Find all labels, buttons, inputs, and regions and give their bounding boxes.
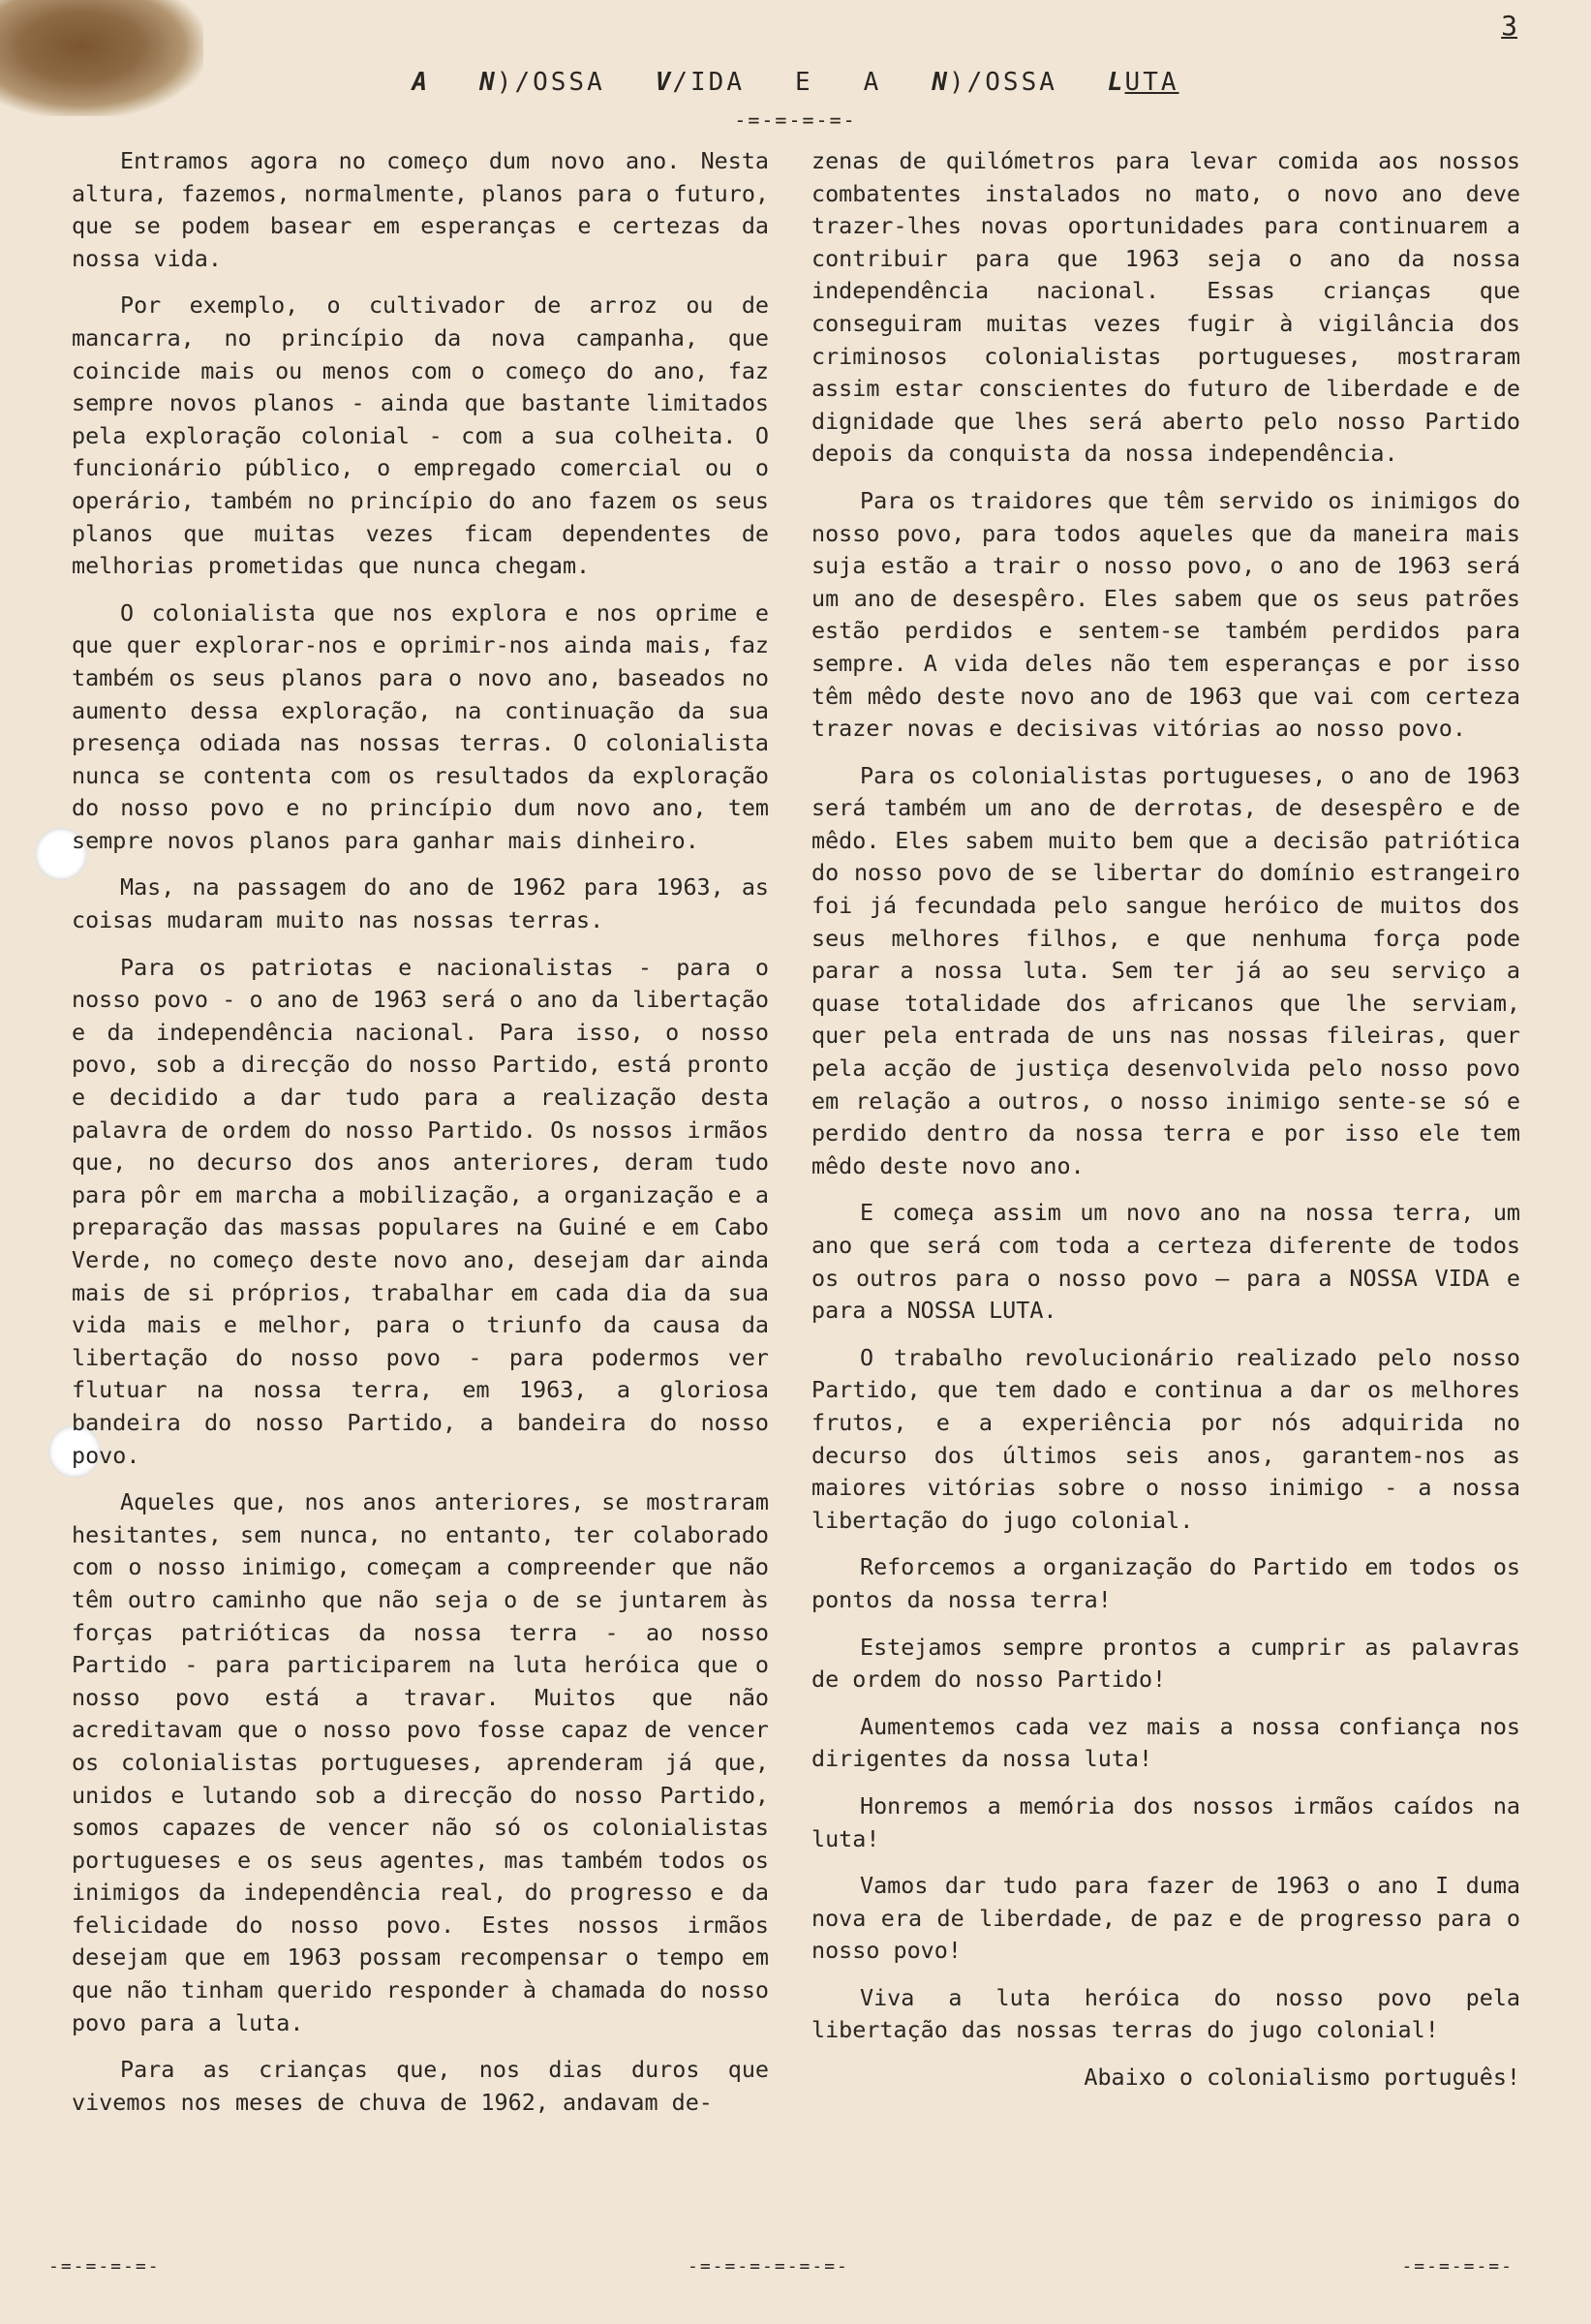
paragraph-portuguese-colonialists: Para os colonialistas portugueses, o ano de 1963 será também um ano de derrotas, de desespêro e de mêdo. Eles sabem muito bem que a decisão patriótica do nosso povo de se libertar do domínio estrangeiro foi já fecundada pelo sangue heróico de muitos dos seus melhores filhos, e que nenhuma força pode parar a nossa luta. Sem ter já ao seu serviço a quase totalidade dos africanos que lhe serviam, quer pela entrada de uns nas nossas fileiras, quer pela acção de justiça desenvolvida pelo nosso povo em relação a outros, o nosso inimigo sente-se só e perdido dentro da nossa terra e por isso ele tem mêdo deste novo ano. — [811, 761, 1520, 1179]
masthead-connector-a: A — [863, 68, 882, 97]
masthead-word-ida: /IDA — [672, 68, 745, 97]
paragraph-intro: Entramos agora no começo dum novo ano. Nesta altura, fazemos, normalmente, planos para o futuro, que se podem basear em esperanças e certezas da nossa vida. — [72, 147, 769, 272]
slogan-new-era: Vamos dar tudo para fazer de 1963 o ano I duma nova era de liberdade, de paz e de progresso para o nosso povo! — [811, 1872, 1520, 1965]
slogan-reinforce: Reforcemos a organização do Partido em todos os pontos da nossa terra! — [811, 1553, 1520, 1613]
slogan-long-live: Viva a luta heróica do nosso povo pela libertação das nossas terras do jugo colonial! — [811, 1983, 1520, 2044]
left-column — [72, 145, 769, 2133]
page-number: 3 — [1501, 10, 1517, 42]
paragraph-hesitant: Aqueles que, nos anos anteriores, se mostraram hesitantes, sem nunca, no entanto, ter colaborado com o nosso inimigo, começam a compreender que não têm outro caminho que não seja o de se juntarem às forças patrióticas da nossa terra - ao nosso Partido - para participarem na luta heróica que o nosso povo está a travar. Muitos que não acreditavam que o nosso povo fosse capaz de vencer os colonialistas portugueses, aprenderam já que, unidos e lutando sob a direcção do nosso Partido, somos capazes de vencer não só os colonialistas portugueses e os seus agentes, mas também todos os inimigos da independência real, do progresso e da felicidade do nosso povo. Estes nossos irmãos desejam que em 1963 possam recompensar o tempo em que não tinham querido responder à chamada do nosso povo para a luta. — [72, 1488, 769, 2036]
paragraph-children-continued: zenas de quilómetros para levar comida aos nossos combatentes instalados no mato, o novo ano deve trazer-lhes novas oportunidades para continuarem a contribuir para que 1963 seja o ano da nossa independência nacional. Essas crianças que conseguiram muitas vezes fugir à vigilância dos criminosos colonialistas portugueses, mostraram assim estar conscientes do futuro de liberdade e de dignidade que lhes será aberto pelo nosso Partido depois da conquista da nossa independência. — [811, 147, 1520, 468]
header-divider: -=-=-=-=- — [734, 108, 857, 132]
masthead-mark-n1: N — [479, 68, 497, 97]
slogan-honour: Honremos a memória dos nossos irmãos caídos na luta! — [811, 1791, 1520, 1852]
masthead-mark-v: V — [655, 68, 673, 97]
masthead-word-ossa-2: )/OSSA — [948, 68, 1057, 97]
masthead-mark-a: A — [412, 68, 430, 97]
paragraph-colonialist: O colonialista que nos explora e nos oprime e que quer explorar-nos e oprimir-nos ainda mais, faz também os seus planos para o novo ano, baseados no aumento dessa exploração, na continuação da sua presença odiada nas nossas terras. O colonialista nunca se contenta com os resultados da exploração do nosso povo e no princípio dum novo ano, tem sempre novos planos para ganhar mais dinheiro. — [72, 598, 769, 854]
footer-divider-left: -=-=-=-=- — [48, 2256, 161, 2277]
footer-divider-center: -=-=-=-=-=-=- — [688, 2256, 849, 2277]
right-column — [811, 145, 1520, 2109]
slogan-ready: Estejamos sempre prontos a cumprir as palavras de ordem do nosso Partido! — [811, 1633, 1520, 1694]
masthead-mark-n2: N — [932, 68, 949, 97]
masthead-word-ossa-1: )/OSSA — [496, 68, 605, 97]
masthead-title — [0, 68, 1591, 97]
paragraph-new-year: E começa assim um novo ano na nossa terra, um ano que será com toda a certeza diferente de todos os outros para o nosso povo — para a NOSSA VIDA e para a NOSSA LUTA. — [811, 1199, 1520, 1325]
paragraph-example: Por exemplo, o cultivador de arroz ou de mancarra, no princípio da nova campanha, que coincide mais ou menos com o começo do ano, faz sempre novos planos - ainda que bastante limitados pela exploração colonial - com a sua colheita. O funcionário público, o empregado comercial ou o operário, também no princípio do ano fazem os seus planos que muitas vezes ficam dependentes de melhorias prometidas que nunca chegam. — [72, 291, 769, 580]
masthead-word-uta: UTA — [1124, 68, 1179, 97]
paragraph-revolutionary-work: O trabalho revolucionário realizado pelo nosso Partido, que tem dado e continua a dar os melhores frutos, e a experiência por nós adquirida no decurso dos últimos seis anos, garantem-nos as maiores vitórias sobre o nosso inimigo - a nossa libertação do jugo colonial. — [811, 1343, 1520, 1534]
paragraph-children-start: Para as crianças que, nos dias duros que vivemos nos meses de chuva de 1962, andavam de- — [72, 2056, 769, 2116]
masthead-mark-l: L — [1107, 68, 1125, 97]
footer-divider-right: -=-=-=-=- — [1401, 2256, 1514, 2277]
paragraph-change: Mas, na passagem do ano de 1962 para 1963, as coisas mudaram muito nas nossas terras. — [72, 873, 769, 934]
paragraph-patriots: Para os patriotas e nacionalistas - para o nosso povo - o ano de 1963 será o ano da libertação e da independência nacional. Para isso, o nosso povo, sob a direcção do nosso Partido, está pronto e decidido a dar tudo para a realização desta palavra de ordem do nosso Partido. Os nossos irmãos que, no decurso dos anos anteriores, deram tudo para pôr em marcha a mobilização, a organização e a preparação das massas populares na Guiné e em Cabo Verde, no começo deste novo ano, desejam dar ainda mais de si próprios, trabalhar em cada dia da sua vida mais e melhor, para o triunfo da causa da libertação do nosso povo - para podermos ver flutuar na nossa terra, em 1963, a gloriosa bandeira do nosso Partido, a bandeira do nosso povo. — [72, 953, 769, 1469]
signoff: Abaixo o colonialismo português! — [1084, 2064, 1520, 2092]
slogan-confidence: Aumentemos cada vez mais a nossa confiança nos dirigentes da nossa luta! — [811, 1712, 1520, 1773]
corner-stain — [0, 0, 203, 116]
masthead-connector-e: E — [795, 68, 813, 97]
paragraph-traitors: Para os traidores que têm servido os inimigos do nosso povo, para todos aqueles que da maneira mais suja estão a trair o nosso povo, o ano de 1963 será um ano de desespêro. Eles sabem que os seus patrões estão perdidos e sentem-se também perdidos para sempre. A vida deles não tem esperanças e por isso têm mêdo deste novo ano de 1963 que vai com certeza trazer novas e decisivas vitórias ao nosso povo. — [811, 486, 1520, 743]
